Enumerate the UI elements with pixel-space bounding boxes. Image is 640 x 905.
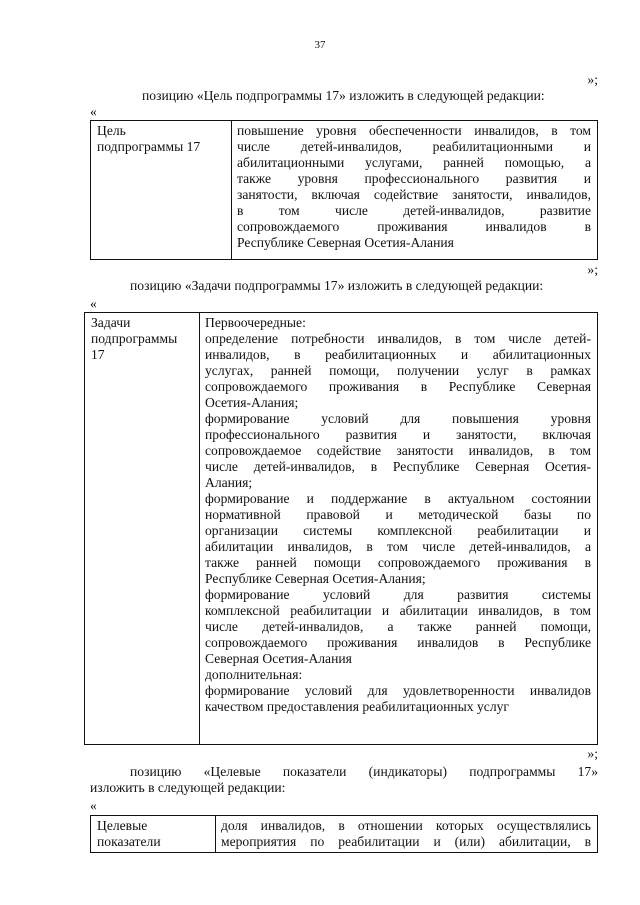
text-line: занятости, включая содействие занятости, инвалидов, [237, 187, 591, 202]
intro-indicators-line: позицию «Целевые показатели (индикаторы) подпрограммы 17» [130, 764, 598, 779]
text-line: также ранней помощи сопровождаемого проживания в [205, 555, 591, 570]
page-number: 37 [314, 39, 326, 51]
text-line: мероприятия по реабилитации и (или) абилитации, в [221, 834, 591, 849]
opening-quote: « [90, 104, 97, 119]
label-line: подпрограммы [91, 331, 178, 346]
opening-quote: « [90, 296, 97, 311]
text-line: качеством предоставления реабилитационных услуг [205, 699, 509, 714]
text-line: Республике Северная Осетия-Алания [237, 235, 454, 250]
tasks-table-text [205, 315, 591, 715]
text-line: Первоочередные: [205, 315, 306, 330]
text-line: абилитации инвалидов, в том числе детей-инвалидов, а [205, 539, 591, 554]
intro-indicators-line: изложить в следующей редакции: [90, 780, 286, 795]
text-line: услугах, ранней помощи, получении услуг в рамках [205, 363, 591, 378]
text-line: числе детей-инвалидов, а также ранней помощи, [205, 619, 591, 634]
text-line: организации системы комплексной реабилитации и [205, 523, 591, 538]
text-line: абилитационными услугами, ранней помощью, а [237, 155, 591, 170]
closing-quote: »; [587, 746, 598, 761]
text-line: Республике Северная Осетия-Алания; [205, 571, 426, 586]
text-line: формирование условий для удовлетворенности инвалидов [205, 683, 591, 698]
text-line: сопровождаемое содействие занятости инвалидов, в том [205, 443, 591, 458]
label-line: 17 [91, 347, 105, 362]
intro-tasks-paragraph: позицию «Задачи подпрограммы 17» изложить в следующей редакции: [130, 278, 544, 293]
table-divider [199, 313, 200, 744]
text-line: в том числе детей-инвалидов, развитие [237, 203, 591, 218]
text-line: Алания; [205, 475, 253, 490]
text-line: сопровождаемого проживания инвалидов в [237, 219, 591, 234]
label-line: подпрограммы 17 [97, 139, 201, 154]
label-line: Задачи [91, 315, 131, 330]
text-line: Северная Осетия-Алания [205, 651, 352, 666]
text-line: инвалидов, в реабилитационных и абилитационных [205, 347, 591, 362]
tasks-table-label [91, 315, 195, 363]
closing-quote: »; [587, 262, 598, 277]
opening-quote: « [90, 798, 97, 813]
text-line: доля инвалидов, в отношении которых осуществлялись [221, 818, 591, 833]
text-line: нормативной правовой и методической базы по [205, 507, 591, 522]
text-line: формирование условий для развития системы [205, 587, 591, 602]
intro-goal-paragraph: позицию «Цель подпрограммы 17» изложить в следующей редакции: [142, 88, 545, 103]
table-divider [215, 816, 216, 852]
text-line: сопровождаемого проживания в Республике Северная [205, 379, 591, 394]
table-divider [231, 121, 232, 259]
goal-table [90, 120, 598, 260]
label-line: показатели [97, 834, 161, 849]
text-line: Осетия-Алания; [205, 395, 299, 410]
tasks-table [84, 312, 598, 745]
text-line: комплексной реабилитации и абилитации инвалидов, в том [205, 603, 591, 618]
text-line: повышение уровня обеспеченности инвалидов, в том [237, 123, 591, 138]
goal-table-text [237, 123, 591, 251]
label-line: Целевые [97, 818, 148, 833]
indicators-table [90, 815, 598, 853]
text-line: формирование и поддержание в актуальном состоянии [205, 491, 591, 506]
goal-table-label [97, 123, 227, 155]
text-line: формирование условий для повышения уровня [205, 411, 591, 426]
indicators-table-label [97, 818, 211, 850]
indicators-table-text [221, 818, 591, 850]
closing-quote: »; [587, 72, 598, 87]
text-line: определение потребности инвалидов, в том числе детей- [205, 331, 591, 346]
text-line: сопровождаемого проживания инвалидов в Республике [205, 635, 591, 650]
text-line: профессионального развития и занятости, включая [205, 427, 591, 442]
label-line: Цель [97, 123, 126, 138]
text-line: числе детей-инвалидов, в Республике Северная Осетия- [205, 459, 591, 474]
text-line: также уровня профессионального развития и [237, 171, 591, 186]
text-line: дополнительная: [205, 667, 303, 682]
text-line: числе детей-инвалидов, реабилитационными и [237, 139, 591, 154]
